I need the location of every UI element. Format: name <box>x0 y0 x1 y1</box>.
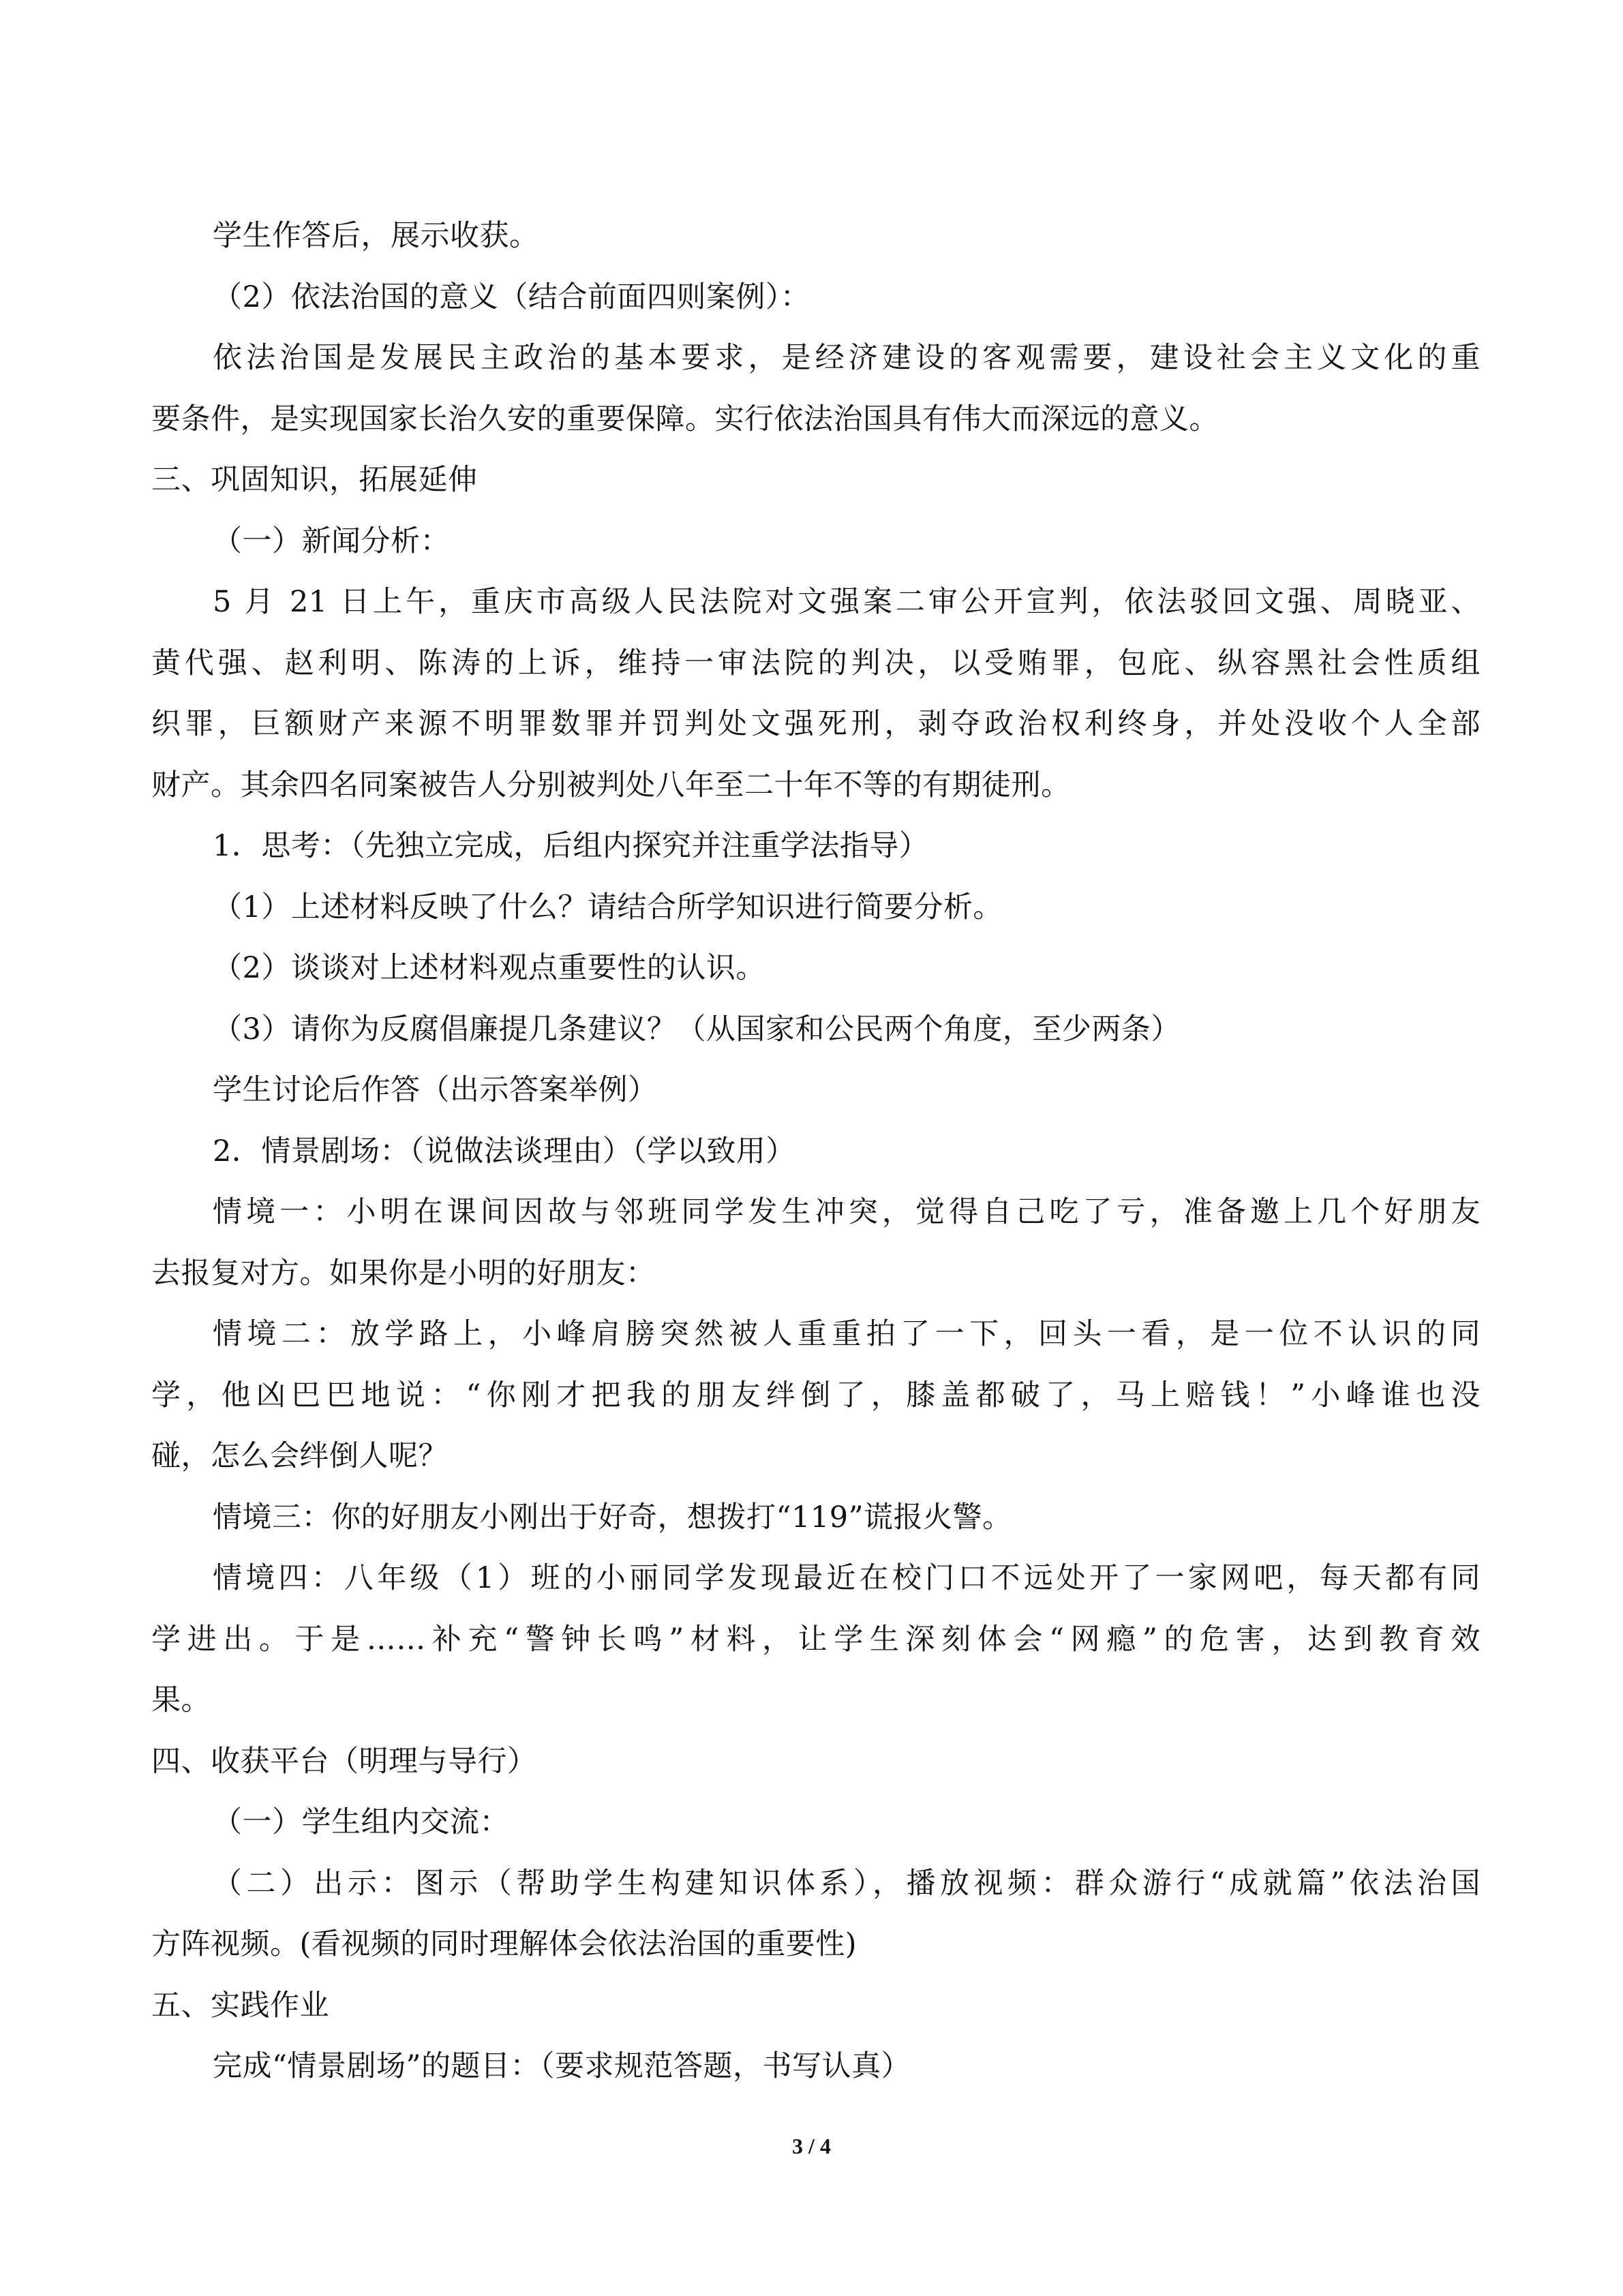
text-line: 1．思考：（先独立完成，后组内探究并注重学法指导） <box>213 829 929 863</box>
text-line: 黄代强、赵利明、陈涛的上诉，维持一审法院的判决，以受贿罪，包庇、纵容黑社会性质组 <box>151 646 1481 680</box>
section-heading: 四、收获平台（明理与导行） <box>151 1744 537 1779</box>
text-line: 去报复对方。如果你是小明的好朋友： <box>151 1256 656 1290</box>
section-heading: 三、巩固知识，拓展延伸 <box>151 463 478 497</box>
text-line: 学进出。于是……补充“警钟长鸣”材料，让学生深刻体会“网瘾”的危害，达到教育效 <box>151 1622 1481 1657</box>
text-line: （3）请你为反腐倡廉提几条建议？（从国家和公民两个角度，至少两条） <box>213 1012 1181 1046</box>
text-line: 要条件，是实现国家长治久安的重要保障。实行依法治国具有伟大而深远的意义。 <box>151 402 1219 436</box>
text-line: 情境一：小明在课间因故与邻班同学发生冲突，觉得自己吃了亏，准备邀上几个好朋友 <box>213 1195 1481 1229</box>
text-line: 学生讨论后作答（出示答案举例） <box>213 1073 658 1107</box>
text-line: 学，他凶巴巴地说：“你刚才把我的朋友绊倒了，膝盖都破了，马上赔钱！”小峰谁也没 <box>151 1378 1481 1413</box>
page-number: 3 / 4 <box>792 2134 831 2158</box>
text-line: （2）谈谈对上述材料观点重要性的认识。 <box>213 951 765 985</box>
text-line: 2．情景剧场：（说做法谈理由）（学以致用） <box>213 1134 795 1168</box>
text-line: 情境四：八年级（1）班的小丽同学发现最近在校门口不远处开了一家网吧，每天都有同 <box>213 1561 1481 1595</box>
text-line: 财产。其余四名同案被告人分别被判处八年至二十年不等的有期徒刑。 <box>151 768 1071 802</box>
text-line: 学生作答后，展示收获。 <box>213 219 539 253</box>
text-line: 情境三：你的好朋友小刚出于好奇，想拨打“119”谎报火警。 <box>213 1500 1012 1535</box>
text-line: 碰，怎么会绊倒人呢？ <box>151 1439 448 1473</box>
text-line: 情境二：放学路上，小峰肩膀突然被人重重拍了一下，回头一看，是一位不认识的同 <box>213 1317 1481 1351</box>
document-body <box>151 206 1481 2098</box>
text-line: （一）学生组内交流： <box>213 1805 509 1839</box>
text-line: 依法治国是发展民主政治的基本要求，是经济建设的客观需要，建设社会主义文化的重 <box>213 341 1481 375</box>
text-line: （一）新闻分析： <box>213 524 450 558</box>
text-line: （二）出示：图示（帮助学生构建知识体系），播放视频：群众游行“成就篇”依法治国 <box>213 1866 1481 1901</box>
text-line: 方阵视频。(看视频的同时理解体会依法治国的重要性) <box>151 1927 858 1961</box>
text-line: 织罪，巨额财产来源不明罪数罪并罚判处文强死刑，剥夺政治权利终身，并处没收个人全部 <box>151 707 1481 741</box>
text-line: 5 月 21 日上午，重庆市高级人民法院对文强案二审公开宣判，依法驳回文强、周晓亚、 <box>213 585 1481 619</box>
text-line: 完成“情景剧场”的题目：（要求规范答题，书写认真） <box>213 2049 911 2083</box>
text-line: （2）依法治国的意义（结合前面四则案例）： <box>213 280 810 314</box>
text-line: （1）上述材料反映了什么？请结合所学知识进行简要分析。 <box>213 890 1003 924</box>
text-line: 果。 <box>151 1683 211 1717</box>
section-heading: 五、实践作业 <box>151 1988 329 2023</box>
